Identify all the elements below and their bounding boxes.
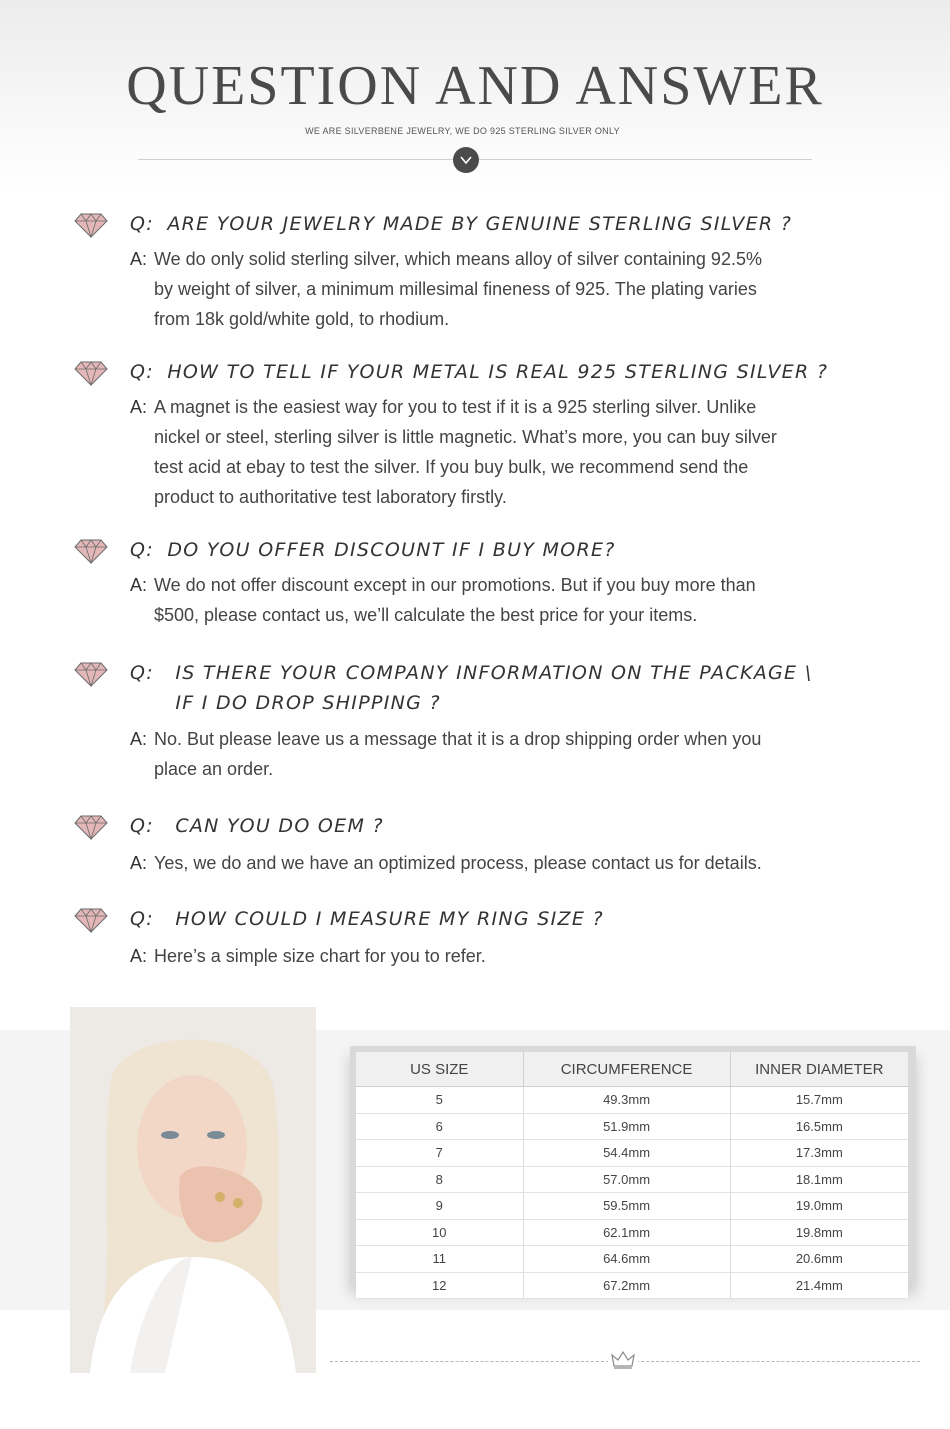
cell-inner-diameter: 15.7mm	[730, 1087, 908, 1114]
faq-answer-4	[130, 724, 830, 784]
column-header-us-size: US SIZE	[356, 1052, 523, 1087]
diamond-icon	[74, 659, 108, 689]
table-row	[356, 1166, 908, 1193]
cell-us-size: 5	[356, 1087, 523, 1114]
cell-inner-diameter: 19.8mm	[730, 1219, 908, 1246]
question-text: CAN YOU DO OEM ?	[175, 815, 384, 837]
size-chart-table	[356, 1052, 908, 1299]
faq-question-5	[130, 811, 870, 841]
answer-text: We do not offer discount except in our promotions. But if you buy more than $500, please contact us, we’ll calculate the best price for your items.	[154, 575, 756, 625]
chevron-down-icon	[453, 147, 479, 173]
answer-label: A:	[130, 729, 148, 749]
faq-question-2	[130, 357, 870, 387]
table-row	[356, 1219, 908, 1246]
cell-inner-diameter: 17.3mm	[730, 1140, 908, 1167]
cell-us-size: 7	[356, 1140, 523, 1167]
cell-us-size: 11	[356, 1246, 523, 1273]
faq-question-4	[130, 658, 870, 718]
cell-us-size: 10	[356, 1219, 523, 1246]
cell-inner-diameter: 19.0mm	[730, 1193, 908, 1220]
faq-question-3	[130, 535, 870, 565]
question-label: Q:	[130, 908, 154, 930]
answer-label: A:	[130, 575, 148, 595]
crown-icon	[608, 1349, 638, 1371]
faq-answer-5	[130, 848, 830, 878]
diamond-icon	[74, 536, 108, 566]
cell-circumference: 49.3mm	[523, 1087, 730, 1114]
cell-circumference: 54.4mm	[523, 1140, 730, 1167]
answer-label: A:	[130, 249, 148, 269]
cell-inner-diameter: 21.4mm	[730, 1272, 908, 1299]
column-header-inner-diameter: INNER DIAMETER	[730, 1052, 908, 1087]
question-text: HOW TO TELL IF YOUR METAL IS REAL 925 STERLING SILVER ?	[167, 361, 829, 383]
table-header-row	[356, 1052, 908, 1087]
cell-circumference: 57.0mm	[523, 1166, 730, 1193]
answer-text: A magnet is the easiest way for you to test if it is a 925 sterling silver. Unlike nickel or steel, sterling silver is little magnetic. What’s more, you can buy silver test acid at ebay to test the silver. If you buy bulk, we recommend send the product to authoritative test laboratory firstly.	[154, 397, 777, 507]
diamond-icon	[74, 358, 108, 388]
answer-label: A:	[130, 397, 148, 417]
cell-us-size: 6	[356, 1113, 523, 1140]
diamond-icon	[74, 210, 108, 240]
table-row	[356, 1246, 908, 1273]
cell-inner-diameter: 18.1mm	[730, 1166, 908, 1193]
column-header-circumference: CIRCUMFERENCE	[523, 1052, 730, 1087]
table-row	[356, 1272, 908, 1299]
cell-circumference: 59.5mm	[523, 1193, 730, 1220]
question-label: Q:	[130, 361, 154, 383]
cell-us-size: 8	[356, 1166, 523, 1193]
cell-us-size: 12	[356, 1272, 523, 1299]
page-title: QUESTION AND ANSWER	[126, 55, 824, 117]
page-subtitle: WE ARE SILVERBENE JEWELRY, WE DO 925 STERLING SILVER ONLY	[305, 126, 620, 136]
question-label: Q:	[130, 539, 154, 561]
faq-answer-2	[130, 392, 830, 512]
answer-text: No. But please leave us a message that it is a drop shipping order when you place an order.	[154, 729, 762, 779]
question-label: Q:	[130, 815, 154, 837]
question-label: Q:	[130, 662, 154, 684]
question-text: DO YOU OFFER DISCOUNT IF I BUY MORE?	[167, 539, 616, 561]
size-chart-card	[350, 1046, 916, 1293]
cell-inner-diameter: 16.5mm	[730, 1113, 908, 1140]
answer-text: Yes, we do and we have an optimized process, please contact us for details.	[154, 853, 762, 873]
cell-circumference: 67.2mm	[523, 1272, 730, 1299]
table-row	[356, 1193, 908, 1220]
answer-text: We do only solid sterling silver, which means alloy of silver containing 92.5% by weight of silver, a minimum millesimal fineness of 925. The plating varies from 18k gold/white gold, to rhodium.	[154, 249, 762, 329]
table-row	[356, 1113, 908, 1140]
question-label: Q:	[130, 213, 154, 235]
cell-us-size: 9	[356, 1193, 523, 1220]
question-text: ARE YOUR JEWELRY MADE BY GENUINE STERLING SILVER ?	[167, 213, 793, 235]
faq-answer-3	[130, 570, 830, 630]
faq-question-6	[130, 904, 870, 934]
table-row	[356, 1087, 908, 1114]
faq-answer-1	[130, 244, 830, 334]
answer-label: A:	[130, 853, 148, 873]
answer-text: Here’s a simple size chart for you to refer.	[154, 946, 486, 966]
model-photo	[70, 1007, 316, 1373]
question-text: IS THERE YOUR COMPANY INFORMATION ON THE PACKAGE \ IF I DO DROP SHIPPING ?	[175, 662, 813, 714]
table-row	[356, 1140, 908, 1167]
cell-circumference: 62.1mm	[523, 1219, 730, 1246]
faq-question-1	[130, 209, 870, 239]
cell-circumference: 64.6mm	[523, 1246, 730, 1273]
diamond-icon	[74, 905, 108, 935]
diamond-icon	[74, 812, 108, 842]
answer-label: A:	[130, 946, 148, 966]
cell-inner-diameter: 20.6mm	[730, 1246, 908, 1273]
faq-answer-6	[130, 941, 830, 971]
cell-circumference: 51.9mm	[523, 1113, 730, 1140]
question-text: HOW COULD I MEASURE MY RING SIZE ?	[175, 908, 604, 930]
